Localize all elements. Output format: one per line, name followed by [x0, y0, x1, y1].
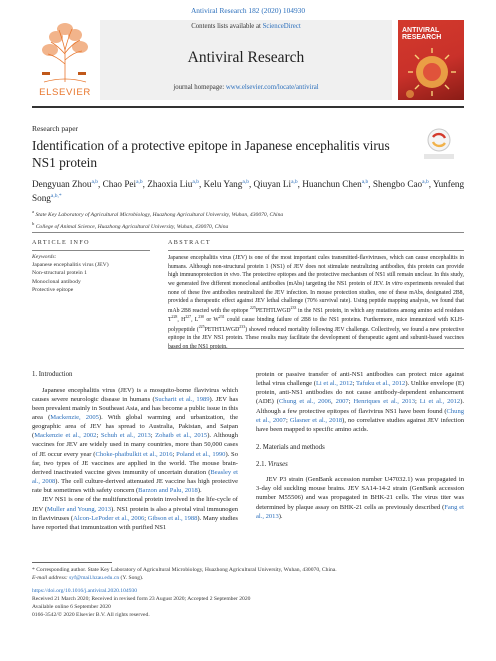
author-name: Huanchun Chen: [302, 179, 362, 190]
citation-link[interactable]: Li et al., 2012: [419, 398, 461, 406]
doi-link[interactable]: https://doi.org/10.1016/j.antiviral.2020.104930: [32, 588, 138, 594]
citation-link[interactable]: Li et al., 2012: [315, 380, 353, 388]
journal-title: Antiviral Research: [187, 49, 305, 66]
italic-text: Viruses: [267, 460, 288, 468]
body-paragraph: JEV P3 strain (GenBank accession number U47032.1) was propagated in 3-day old suckling mouse brains. JEV SA14-14-2 strain (GenBank accession number M55506) and was propagated in BHK-21 cells. The virus titer was determined by plaque assay on BHK-21 cells as previously described (Fang et al., 2013).: [256, 476, 464, 520]
citation-link[interactable]: Sucharit et al., 1989: [154, 395, 210, 403]
superscript: 227: [185, 315, 192, 320]
superscript: 230: [198, 315, 205, 320]
article-info-heading: ARTICLE INFO: [32, 240, 90, 246]
citation-link[interactable]: Glasner et al., 2018: [289, 416, 343, 424]
contents-prefix: Contents lists available at: [191, 23, 263, 30]
author-name: Dengyuan Zhou: [32, 179, 92, 190]
author-list: Dengyuan Zhou$^{a,b}$, Chao Pei$^{a,b}$, Zhaoxia Liu$^{a,b}$, Kelu Yang$^{a,b}$, Qiuyan Li$^{a,b}$, Huanchun Chen$^{a,b}$, Shengbo Cao$^{a,b}$, Yunfeng Song$^{a,b,*}$: [32, 179, 465, 203]
author[interactable]: [147, 179, 199, 189]
email-link[interactable]: syf@mail.hzau.edu.cn: [69, 575, 120, 582]
author[interactable]: [204, 179, 249, 189]
contents-line: [100, 23, 392, 30]
citation-link[interactable]: Muller and Young, 2013: [47, 505, 112, 513]
subsection-heading-viruses: 2.1. Viruses: [256, 460, 288, 468]
author-name: Shengbo Cao: [372, 179, 423, 190]
body-column-left: [32, 370, 238, 532]
citation-link[interactable]: Fang et al., 2013: [256, 503, 464, 520]
author-name: Yunfeng Song: [32, 179, 465, 203]
divider: [32, 250, 150, 251]
author[interactable]: [302, 179, 368, 189]
keyword: Monoclonal antibody: [32, 278, 81, 285]
check-for-updates-button[interactable]: [418, 126, 460, 162]
elsevier-logo: [34, 20, 96, 98]
author-affiliation-marker[interactable]: a,b: [242, 179, 249, 185]
citation-link[interactable]: Chung et al., 2006: [278, 398, 332, 406]
author-affiliation-marker[interactable]: a,b,*: [50, 192, 62, 199]
journal-masthead: [32, 16, 464, 108]
italic-text: in vivo: [223, 272, 240, 279]
superscript: 225: [249, 305, 256, 310]
author[interactable]: [254, 179, 298, 189]
citation-link[interactable]: Mackenzie et al., 2002: [34, 432, 97, 440]
author-name: Chao Pei: [102, 179, 137, 190]
article-title: Identification of a protective epitope in Japanese encephalitis virus NS1 protein: [32, 138, 390, 170]
corresponding-author-note: * Corresponding author. State Key Laboratory of Agricultural Microbiology, Huazhong Agricultural University, Wuhan, 430070, China.: [32, 567, 337, 573]
italic-text: In vitro: [385, 280, 403, 287]
section-heading-methods: 2. Materials and methods: [256, 444, 325, 452]
citation-link[interactable]: Choke-phaibulkit et al., 2016: [95, 450, 173, 458]
affiliation-text: College of Animal Science, Huazhong Agricultural University, Wuhan, 430070, China: [35, 223, 229, 230]
affiliations: [32, 208, 468, 231]
body-paragraph: Japanese encephalitis virus (JEV) is a mosquito-borne flavivirus which causes severe neurologic disease in humans (Sucharit et al., 1989). JEV has been prevalent mainly in Southeast Asia, and has become a public issue in this area (Mackenzie, 2005). With global warming and urbanization, the geographic area of JEV has spread to Australia, Pakistan, and Saipan (Mackenzie et al., 2002; Schuh et al., 2013; Zohaib et al., 2015). Although vaccines for JEV are widely used in many countries, more than 50,000 cases of JE occur every year (Choke-phaibulkit et al., 2016; Poland et al., 1990). So far, two types of JE vaccines are applied in the world. The mouse brain-derived inactivated vaccine gives immunity of uncertain duration (Beasley et al., 2008). The cell culture-derived attenuated JE vaccine has high protective rate but sometimes with safety concern (Barzon and Palu, 2018).: [32, 386, 238, 495]
author-affiliation-marker[interactable]: a,b: [361, 179, 369, 185]
email-suffix: (Y. Song).: [119, 575, 144, 582]
affiliation: [32, 220, 468, 232]
cover-title: ANTIVIRAL RESEARCH: [402, 27, 442, 42]
journal-homepage-link[interactable]: www.elsevier.com/locate/antiviral: [225, 84, 319, 91]
citation-link[interactable]: Alcon-LePoder et al., 2006: [73, 514, 145, 522]
body-paragraph: protein or passive transfer of anti-NS1 antibodies can protect mice against lethal virus challenge (Li et al., 2012; Tafuku et al., 2012). Unlike envelope (E) protein, anti-NS1 antibodies do not cause antibody-dependent enhancement (ADE) (Chung et al., 2006, 2007; Henriques et al., 2013; Li et al., 2012). Although a few protective epitopes of flavivirus NS1 have been found (Chung et al., 2007; Glasner et al., 2018), no correlative studies against JEV infection have been mapped to specific amino acids.: [256, 371, 465, 433]
superscript: 225: [198, 324, 205, 329]
author-affiliation-marker[interactable]: a,b: [91, 179, 99, 185]
homepage-line: [100, 84, 392, 91]
citation-link[interactable]: Gibson et al., 1988: [147, 514, 198, 522]
abstract-heading: ABSTRACT: [168, 240, 212, 246]
citation-link[interactable]: Tafuku et al., 2012: [356, 380, 406, 388]
keyword: Non-structural protein 1: [32, 270, 87, 277]
author-name: Zhaoxia Liu: [147, 179, 193, 190]
email-line: [32, 574, 464, 582]
received-dates: Received 21 March 2020; Received in revised form 23 August 2020; Accepted 2 September 2020: [32, 596, 251, 603]
elsevier-tree-icon: [34, 20, 96, 86]
citation-link[interactable]: Mackenzie, 2005: [50, 413, 99, 421]
superscript: 231: [218, 315, 225, 320]
footnote-divider: [32, 562, 112, 563]
keyword: Protective epitope: [32, 287, 74, 294]
citation-link[interactable]: Schuh et al., 2013: [100, 432, 151, 440]
citation-link[interactable]: Poland et al., 1990: [176, 450, 226, 458]
affiliation-text: State Key Laboratory of Agricultural Microbiology, Huazhong Agricultural University, Wuhan, 430070, China: [35, 211, 284, 218]
divider: [168, 348, 464, 349]
author[interactable]: [32, 179, 98, 189]
keywords-label: Keywords:: [32, 254, 57, 260]
sciencedirect-link[interactable]: ScienceDirect: [262, 23, 301, 30]
section-heading-introduction: 1. Introduction: [32, 371, 73, 378]
copyright-notice: 0166-3542/© 2020 Elsevier B.V. All rights reserved.: [32, 612, 150, 619]
author-name: Qiuyan Li: [253, 179, 292, 190]
superscript: 228: [171, 315, 178, 320]
homepage-prefix: journal homepage:: [173, 84, 226, 91]
body-column-right: [256, 370, 464, 521]
superscript: 233: [239, 324, 246, 329]
keyword-list: [32, 261, 150, 295]
keyword: Japanese encephalitis virus (JEV): [32, 262, 109, 268]
check-for-updates-icon: [418, 126, 460, 162]
author-affiliation-marker[interactable]: a,b: [192, 179, 199, 185]
superscript: 233: [290, 305, 297, 310]
author[interactable]: [103, 179, 143, 189]
journal-header-box: [100, 20, 392, 100]
author[interactable]: [373, 179, 429, 189]
article-type: Research paper: [32, 124, 79, 133]
citation-link[interactable]: 2007: [335, 398, 349, 406]
journal-reference-link[interactable]: Antiviral Research 182 (2020) 104930: [190, 6, 306, 15]
affiliation: [32, 208, 468, 220]
elsevier-wordmark: ELSEVIER: [39, 87, 91, 98]
divider: [32, 232, 464, 233]
journal-cover-image: [398, 20, 464, 100]
author-name: Kelu Yang: [203, 179, 243, 190]
available-online-date: Available online 6 September 2020: [32, 604, 111, 611]
citation-link[interactable]: Henriques et al., 2013: [353, 398, 415, 406]
author-affiliation-marker[interactable]: a,b: [291, 179, 298, 185]
affiliation-marker: a: [32, 209, 35, 214]
citation-link[interactable]: Chung et al., 2007: [256, 407, 464, 424]
citation-link[interactable]: Barzon and Palu, 2018: [138, 487, 198, 495]
email-label: E-mail address:: [32, 575, 70, 582]
publication-info: [32, 587, 464, 619]
corresponding-author-footnote: [32, 566, 464, 583]
citation-link[interactable]: Beasley et al., 2008: [32, 468, 238, 486]
abstract-text: Japanese encephalitis virus (JEV) is one of the most important cules transmitted-flaviviruses, which can cause encephalitis in humans. Although non-structural protein 1 (NS1) of JEV does not stimulate neutralizing antibodies, this protein can provide high immunoprotection in vivo. The protective epitopes and the protective mechanism of NS1 still remain unclear. In this study, we generated five different monoclonal antibodies (mAbs) targeting the NS1 protein of JEV. In vitro experiments revealed that none of these five antibodies neutralized the JEV infection. In mouse protection studies, one of these mAbs, designated 2B8, provided a therapeutic effect against JEV lethal challenge (70% survival rate). Using peptide mapping analysis, we found that mAb 2B8 reacted with the epitope $^{225}$PETHTLWGD$^{233}$ in the NS1 protein, in which any mutations among amino acid residues $T^{228}$, $H^{227}$, $L^{230}$ or $W^{231}$ could cause binding failure of 2B8 to the NS1 proteins. Furthermore, mice immunized with KLH-polypeptide ($^{225}$PETHTLWGD$^{233}$) showed reduced mortality following JEV challenge. Collectively, we found a new protective epitope in the JEV NS1 protein. These results may facilitate the development of therapeutic agent and subunit-based vaccines based on the NS1 protein.: [168, 255, 464, 350]
body-paragraph: JEV NS1 is one of the multifunctional protein involved in the life-cycle of JEV (Muller and Young, 2013). NS1 protein is also a pivotal viral immunogen in flaviviruses (Alcon-LePoder et al., 2006; Gibson et al., 1988). Many studies have reported that immunization with purified NS1: [32, 496, 238, 531]
cover-virus-illustration: [398, 20, 464, 100]
author-affiliation-marker[interactable]: a,b: [422, 179, 429, 185]
divider: [168, 250, 464, 251]
citation-link[interactable]: Zohaib et al., 2015: [155, 432, 208, 440]
affiliation-marker: b: [32, 220, 35, 226]
author-affiliation-marker[interactable]: a,b: [136, 179, 143, 185]
